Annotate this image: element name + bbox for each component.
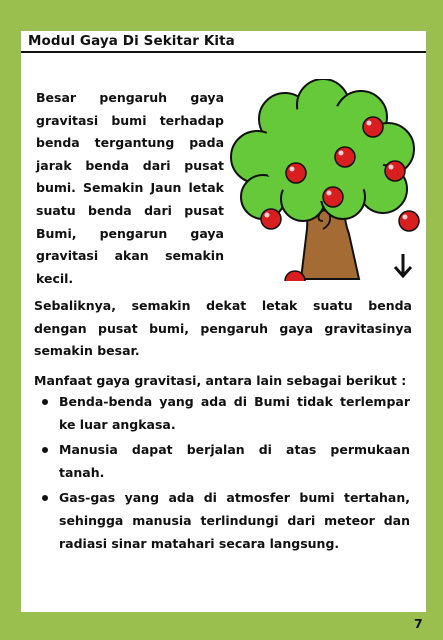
down-arrow-icon [395,254,411,276]
title-divider [21,51,426,53]
bullet-dot-icon [42,399,48,405]
apple-tree-icon [223,79,423,281]
second-paragraph: Sebaliknya, semakin dekat letak suatu benda dengan pusat bumi, pengaruh gaya gravitasinya semakin besar. [34,298,412,359]
list-item: Gas-gas yang ada di atmosfer bumi tertahan, sehingga manusia terlindungi dari meteor dan radiasi sinar matahari secara langsung. [42,486,410,555]
page-sheet [21,31,426,631]
list-item: Manusia dapat berjalan di atas permukaan tanah. [42,438,410,484]
bullet-dot-icon [42,447,48,453]
module-title: Modul Gaya Di Sekitar Kita [28,33,235,49]
intro-paragraph: Besar pengaruh gaya gravitasi bumi terhadap benda tergantung pada jarak benda dari pusat bumi. Semakin Jaun letak suatu benda dari pusat Bumi, pengarun gaya gravitasi akan semakin kecil. [36,90,224,286]
apple-tree-illustration [223,79,423,281]
benefits-list [42,390,410,557]
page-number: 7 [414,616,423,631]
list-item: Benda-benda yang ada di Bumi tidak terlempar ke luar angkasa. [42,390,410,436]
benefits-lead: Manfaat gaya gravitasi, antara lain sebagai berikut : [34,373,407,388]
bullet-dot-icon [42,495,48,501]
